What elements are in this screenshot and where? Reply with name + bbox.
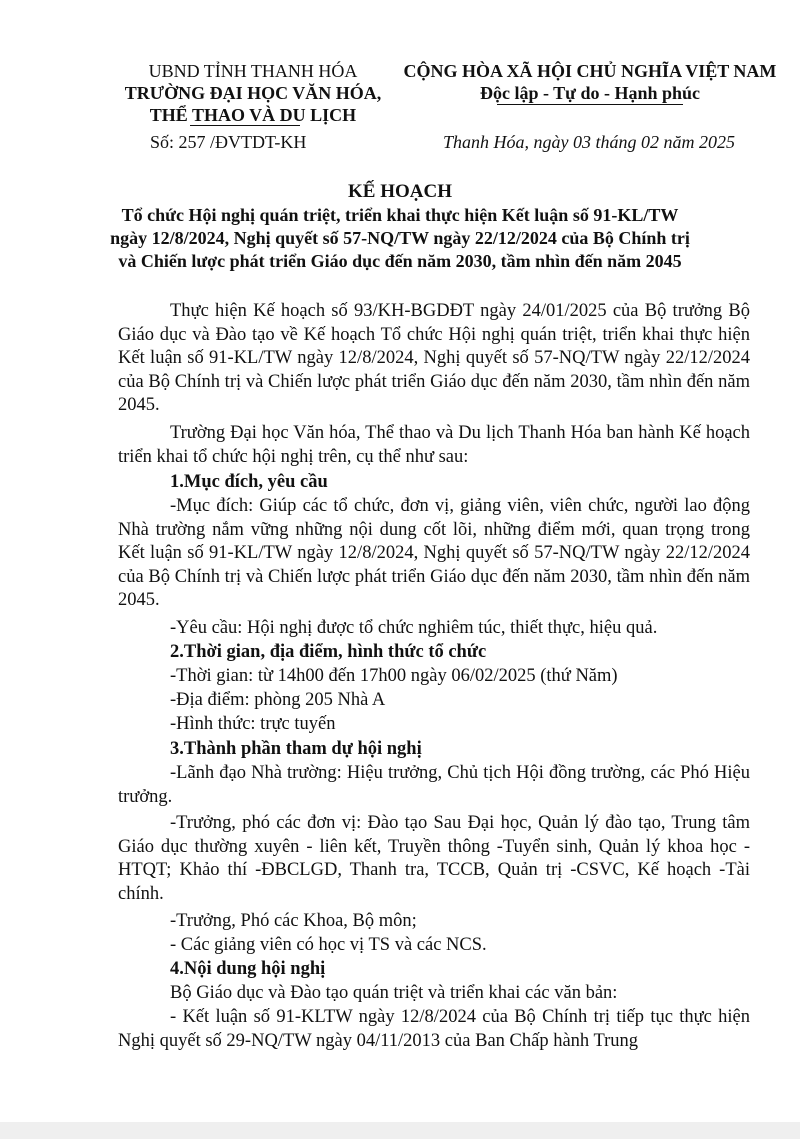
page-bottom-edge — [0, 1122, 800, 1139]
doc-number: Số: 257 /ĐVTDT-KH — [150, 132, 307, 152]
doc-title: KẾ HOẠCH — [348, 181, 452, 202]
section-3-leaders: -Lãnh đạo Nhà trường: Hiệu trưởng, Chủ tịch Hội đồng trường, các Phó Hiệu trưởng. — [118, 763, 750, 807]
section-2-heading: 2.Thời gian, địa điểm, hình thức tổ chức — [170, 642, 487, 662]
section-3-faculties: -Trưởng, Phó các Khoa, Bộ môn; — [170, 911, 417, 931]
section-3-units: -Trưởng, phó các đơn vị: Đào tạo Sau Đại học, Quản lý đào tạo, Trung tâm Giáo dục thường xuyên - liên kết, Truyền thông -Tuyển sinh, Quản lý khoa học - HTQT; Khảo thí -ĐBCLGD, Thanh tra, TCCB, Quản trị -CSVC, Kế hoạch -Tài chính. — [118, 813, 750, 904]
intro-paragraph-1: Thực hiện Kế hoạch số 93/KH-BGDĐT ngày 24/01/2025 của Bộ trưởng Bộ Giáo dục và Đào tạo về Kế hoạch Tổ chức Hội nghị quán triệt, triển khai thực hiện Kết luận số 91-KL/TW ngày 12/8/2024, Nghị quyết số 57-NQ/TW ngày 22/12/2024 của Bộ Chính trị và Chiến lược phát triển Giáo dục đến năm 2030, tầm nhìn đến năm 2045. — [118, 301, 750, 416]
nation-line: CỘNG HÒA XÃ HỘI CHỦ NGHĨA VIỆT NAM — [403, 61, 777, 81]
issuer-line-3: THỂ THAO VÀ DU LỊCH — [149, 105, 357, 125]
subtitle-line-3: và Chiến lược phát triển Giáo dục đến năm 2030, tầm nhìn đến năm 2045 — [118, 251, 682, 271]
issuer-line-1: UBND TỈNH THANH HÓA — [148, 61, 358, 81]
section-4-intro: Bộ Giáo dục và Đào tạo quán triệt và triển khai các văn bản: — [170, 983, 618, 1003]
section-3-heading: 3.Thành phần tham dự hội nghị — [170, 739, 422, 759]
intro-paragraph-2: Trường Đại học Văn hóa, Thể thao và Du lịch Thanh Hóa ban hành Kế hoạch triển khai tổ chức hội nghị trên, cụ thể như sau: — [118, 423, 750, 467]
section-1-purpose: -Mục đích: Giúp các tổ chức, đơn vị, giảng viên, viên chức, người lao động Nhà trường nắm vững những nội dung cốt lõi, những điểm mới, quan trọng trong Kết luận số 91-KL/TW ngày 12/8/2024, Nghị quyết số 57-NQ/TW ngày 22/12/2024 của Bộ Chính trị và Chiến lược phát triển Giáo dục đến năm 2030, tầm nhìn đến năm 2045. — [118, 496, 750, 611]
section-4-item-1: - Kết luận số 91-KLTW ngày 12/8/2024 của Bộ Chính trị tiếp tục thực hiện Nghị quyết số 29-NQ/TW ngày 04/11/2013 của Ban Chấp hành Trung — [118, 1007, 750, 1051]
issuer-line-2: TRƯỜNG ĐẠI HỌC VĂN HÓA, — [124, 83, 382, 103]
section-2-time: -Thời gian: từ 14h00 đến 17h00 ngày 06/02/2025 (thứ Năm) — [170, 666, 618, 686]
date-line: Thanh Hóa, ngày 03 tháng 02 năm 2025 — [443, 132, 735, 152]
subtitle-line-1: Tổ chức Hội nghị quán triệt, triển khai thực hiện Kết luận số 91-KL/TW — [121, 205, 679, 225]
section-2-form: -Hình thức: trực tuyến — [170, 714, 336, 734]
section-1-requirement: -Yêu cầu: Hội nghị được tổ chức nghiêm túc, thiết thực, hiệu quả. — [170, 618, 658, 638]
motto-line: Độc lập - Tự do - Hạnh phúc — [479, 83, 701, 103]
section-3-lecturers: - Các giảng viên có học vị TS và các NCS. — [170, 935, 487, 955]
section-4-heading: 4.Nội dung hội nghị — [170, 959, 326, 979]
issuer-underline — [190, 125, 300, 126]
subtitle-line-2: ngày 12/8/2024, Nghị quyết số 57-NQ/TW ngày 22/12/2024 của Bộ Chính trị — [110, 228, 690, 248]
motto-underline — [497, 104, 683, 105]
section-1-heading: 1.Mục đích, yêu cầu — [170, 472, 328, 492]
section-2-place: -Địa điểm: phòng 205 Nhà A — [170, 690, 386, 710]
issuer-block — [118, 60, 388, 126]
doc-subtitle — [60, 204, 740, 273]
